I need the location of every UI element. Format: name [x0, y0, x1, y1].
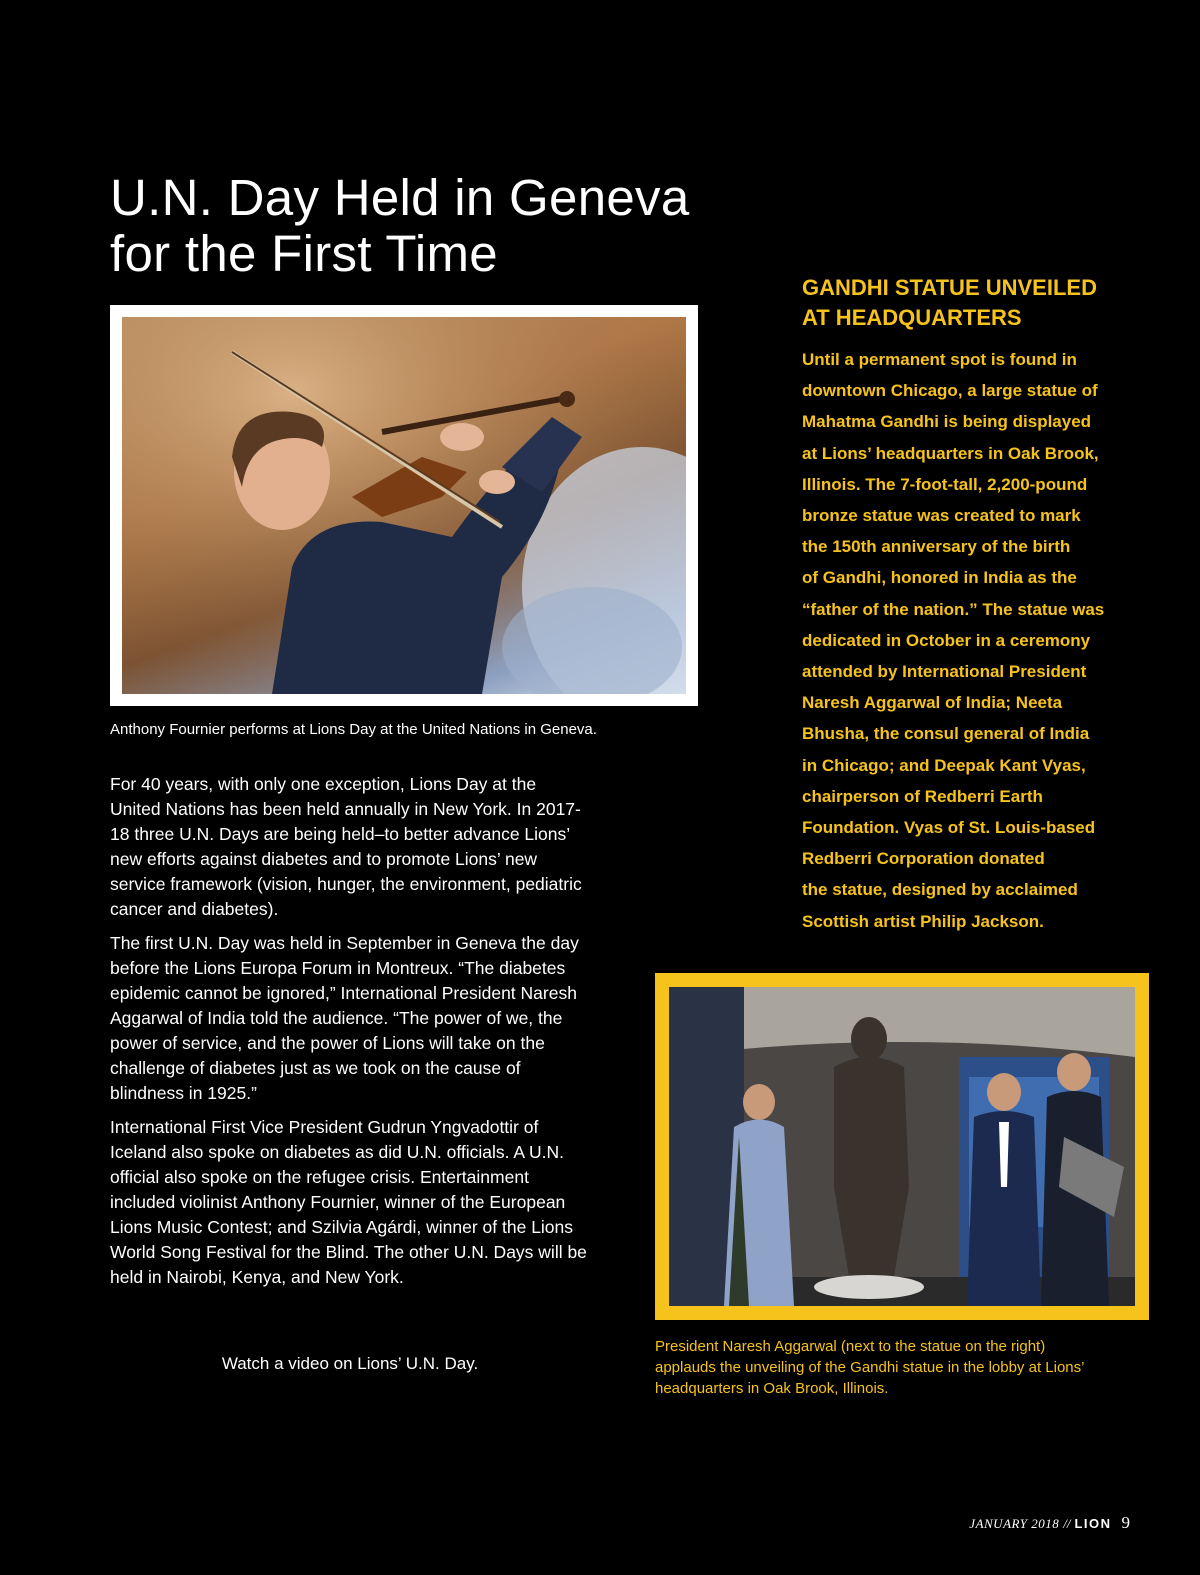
issue-date: JANUARY 2018 [969, 1516, 1060, 1531]
caption-line: headquarters in Oak Brook, Illinois. [655, 1380, 889, 1397]
watch-video-link[interactable]: Watch a video on Lions’ U.N. Day. [221, 1354, 479, 1373]
article-paragraph: International First Vice President Gudrun Yngvadottir of Iceland also spoke on diabetes as did U.N. officials. A U.N. official also spoke on the refugee crisis. Entertainment included violinist Anthony Fournier, winner of the European Lions Music Contest; and Szilvia Agárdi, winner of the Lions World Song Festival for the Blind. The other U.N. Days will be held in Nairobi, Kenya, and New York. [110, 1117, 587, 1287]
violinist-photo-frame [110, 305, 698, 706]
sidebar-line: the 150th anniversary of the birth [802, 537, 1071, 557]
violinist-photo-caption: Anthony Fournier performs at Lions Day at the United Nations in Geneva. [110, 721, 597, 738]
sidebar-line: at Lions’ headquarters in Oak Brook, [802, 443, 1099, 463]
sidebar-line: “father of the nation.” The statue was [802, 599, 1105, 619]
sidebar-body [802, 344, 1132, 937]
page-number: 9 [1121, 1513, 1130, 1532]
violinist-photo [122, 317, 686, 694]
sidebar-heading-line: GANDHI STATUE UNVEILED [802, 275, 1097, 300]
sidebar-line: of Gandhi, honored in India as the [802, 568, 1077, 588]
sidebar-line: Scottish artist Philip Jackson. [802, 911, 1044, 931]
statue-unveiling-illustration [669, 987, 1135, 1306]
gandhi-statue-photo-caption [655, 1336, 1135, 1399]
sidebar-line: Redberri Corporation donated [802, 849, 1045, 869]
sidebar-line: bronze statue was created to mark [802, 506, 1081, 526]
sidebar-line: chairperson of Redberri Earth [802, 786, 1043, 806]
article-paragraph: The first U.N. Day was held in September in Geneva the day before the Lions Europa Forum in Montreux. “The diabetes epidemic cannot be ignored,” International President Naresh Aggarwal of India told the audience. “The power of we, the power of service, and the power of Lions will take on the challenge of diabetes just as we took on the cause of blindness in 1925.” [110, 933, 579, 1103]
sidebar-line: Naresh Aggarwal of India; Neeta [802, 693, 1063, 713]
sidebar-line: Illinois. The 7-foot-tall, 2,200-pound [802, 474, 1088, 494]
article-body [110, 772, 590, 1299]
sidebar-heading [802, 273, 1142, 333]
violinist-illustration [122, 317, 686, 694]
sidebar-heading-line: AT HEADQUARTERS [802, 305, 1022, 330]
headline-line: for the First Time [110, 225, 498, 282]
magazine-name: LION [1074, 1516, 1112, 1531]
sidebar-line: Bhusha, the consul general of India [802, 724, 1090, 744]
sidebar-line: dedicated in October in a ceremony [802, 630, 1091, 650]
footer-separator: // [1063, 1516, 1071, 1531]
gandhi-statue-photo [669, 987, 1135, 1306]
sidebar-line: Foundation. Vyas of St. Louis-based [802, 818, 1096, 838]
caption-line: applauds the unveiling of the Gandhi statue in the lobby at Lions’ [655, 1359, 1085, 1376]
sidebar-line: the statue, designed by acclaimed [802, 880, 1078, 900]
sidebar-line: Mahatma Gandhi is being displayed [802, 412, 1092, 432]
sidebar-line: Until a permanent spot is found in [802, 350, 1077, 369]
sidebar-line: downtown Chicago, a large statue of [802, 381, 1098, 401]
sidebar-line: in Chicago; and Deepak Kant Vyas, [802, 755, 1086, 775]
headline-line: U.N. Day Held in Geneva [110, 169, 690, 226]
article-headline [110, 170, 730, 282]
caption-line: President Naresh Aggarwal (next to the statue on the right) [655, 1338, 1046, 1355]
article-paragraph: For 40 years, with only one exception, Lions Day at the United Nations has been held annually in New York. In 2017-18 three U.N. Days are being held–to better advance Lions’ new efforts against diabetes and to promote Lions’ new service framework (vision, hunger, the environment, pediatric cancer and diabetes). [110, 774, 582, 919]
sidebar-line: attended by International President [802, 662, 1087, 682]
page-footer [900, 1513, 1130, 1533]
gandhi-statue-photo-frame [655, 973, 1149, 1320]
